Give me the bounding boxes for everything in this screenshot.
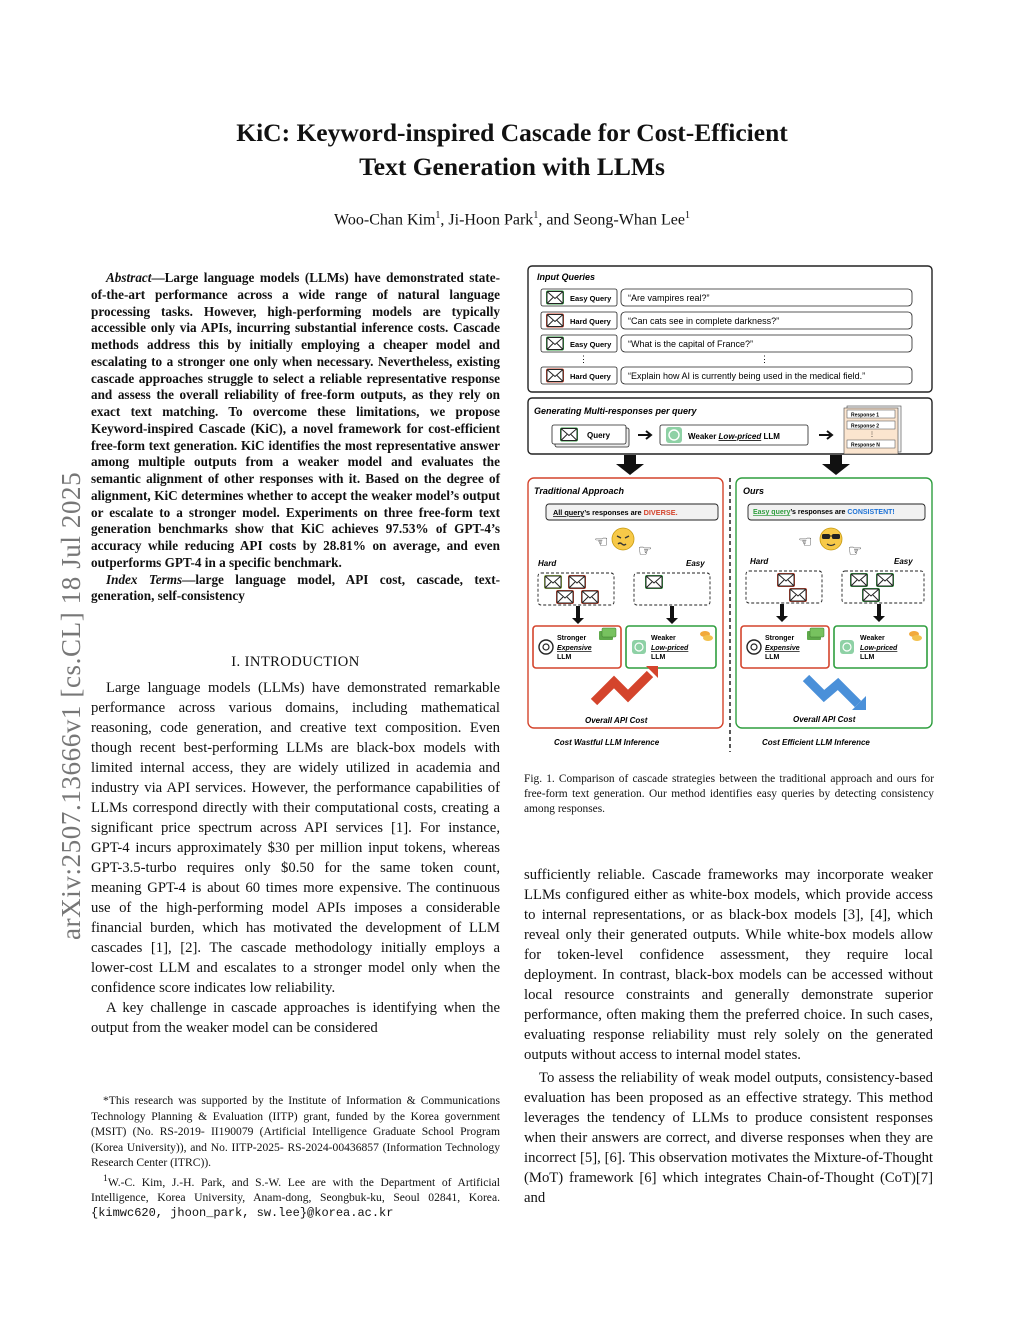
ours-footer: Cost Efficient LLM Inference	[762, 738, 870, 747]
author-1-affil: 1	[435, 210, 441, 221]
arxiv-identifier	[22, 380, 86, 940]
weaker-llm-label: Weaker Low-priced LLM	[688, 432, 780, 441]
query-tag: Hard Query	[570, 372, 611, 381]
footnote-affiliation-text: W.-C. Kim, J.-H. Park, and S.-W. Lee are with the Department of Artificial Intelligence, Korea University, Anam-dong, Seongbuk-ku, Seoul 02841, Korea.	[91, 1175, 500, 1204]
response-item: Response 2	[851, 423, 880, 430]
index-terms-text: large language model, API cost, cascade, text-generation, self-consistency	[91, 571, 500, 604]
query-tag: Hard Query	[570, 317, 611, 326]
author-list	[150, 210, 874, 229]
openai-icon	[666, 427, 682, 443]
vertical-ellipsis: ⋮	[760, 354, 769, 364]
intro-body	[91, 678, 500, 1038]
input-queries-title: Input Queries	[537, 272, 596, 282]
figure-1	[524, 262, 936, 756]
traditional-cost-label: Overall API Cost	[585, 716, 648, 725]
author-sep: ,	[440, 211, 449, 229]
stronger-llm-line-3: LLM	[557, 654, 572, 661]
intro-paragraph-1: Large language models (LLMs) have demonstrated remarkable performance across various domains, including mathematical reasoning, code generation, and creative text composition. Even though recent best-performing LLMs are black-box models with limited internal access, they are widely utilized in academia and industry via API services. However, the performance capabilities of LLMs correspond directly with their computational costs, creating a significant price spectrum across API services [1]. For instance, GPT-4 incurs approximately $30 per million input tokens, whereas GPT-3.5-turbo requires only $0.50 for the same token count, meaning GPT-4 is about 60 times more expensive. The continuous use of the high-performing model APIs imposes a considerable financial burden, which has motivated the development of LLM cascades [1], [2]. The cascade methodology initially employs a lower-cost LLM and escalates to a stronger model only when the confidence score indicates low reliability.	[91, 680, 500, 996]
query-text: “What is the capital of France?”	[628, 339, 754, 349]
query-box-label: Query	[587, 431, 611, 440]
hand-point-right-icon: ☞	[638, 543, 653, 560]
response-item: ⋮	[869, 432, 875, 438]
openai-icon	[632, 640, 646, 654]
response-item: Response N	[851, 442, 880, 449]
weaker-llm-line-1: Weaker	[860, 635, 885, 642]
right-column-body	[524, 865, 933, 1208]
query-text: “Explain how AI is currently being used in the medical field.”	[628, 371, 866, 381]
traditional-banner-text: All query’s responses are DIVERSE.	[553, 508, 678, 517]
abstract-label: Abstract	[106, 270, 152, 285]
author-3-affil: 1	[684, 210, 690, 221]
weaker-llm-line-2: Low-priced	[860, 645, 898, 652]
query-row	[541, 289, 912, 306]
footnote-emails: {kimwc620, jhoon_park, sw.lee}@korea.ac.kr	[91, 1206, 394, 1221]
query-row	[541, 367, 912, 384]
generating-title: Generating Multi-responses per query	[534, 406, 697, 416]
abstract-dash: —	[151, 270, 165, 285]
cool-face-icon	[820, 528, 842, 550]
query-text: “Are vampires real?”	[628, 293, 710, 303]
stronger-llm-line-3: LLM	[765, 654, 780, 661]
weaker-llm-line-3: LLM	[860, 654, 875, 661]
ours-title: Ours	[743, 486, 765, 496]
index-terms-label: Index Terms	[106, 571, 183, 587]
figure-caption: Fig. 1. Comparison of cascade strategies between the traditional approach and ours for free-form text generation. Our method identifies easy queries by detecting consistency among responses.	[524, 773, 934, 815]
easy-label: Easy	[894, 557, 913, 566]
hand-point-left-icon: ☜	[594, 534, 609, 551]
paper-title	[150, 116, 874, 184]
stronger-llm-line-1: Stronger	[557, 635, 587, 642]
hard-label: Hard	[750, 557, 769, 566]
author-2: Ji-Hoon Park	[448, 211, 534, 229]
confused-face-icon	[612, 528, 634, 550]
weaker-llm-line-3: LLM	[651, 654, 666, 661]
traditional-title: Traditional Approach	[534, 486, 625, 496]
stronger-llm-line-2: Expensive	[557, 645, 592, 652]
section-heading-introduction: I. INTRODUCTION	[231, 654, 360, 670]
query-tag: Easy Query	[570, 294, 612, 303]
arrow-down-icon	[822, 455, 850, 475]
easy-label: Easy	[686, 559, 705, 568]
stronger-llm-line-1: Stronger	[765, 635, 795, 642]
query-text: “Can cats see in complete darkness?”	[628, 316, 780, 326]
weaker-llm-line-2: Low-priced	[651, 645, 689, 652]
hard-label: Hard	[538, 559, 557, 568]
right-paragraph-2: To assess the reliability of weak model outputs, consistency-based evaluation has been proposed as an effective strategy. This method leverages the tendency of LLMs to produce consistent responses when their answers are correct, and diverse responses when they are incorrect [5], [6]. This observation motivates the Mixture-of-Thought (MoT) framework [6] which integrates Chain-of-Thought (CoT)[7] and	[524, 1070, 933, 1206]
stronger-llm-line-2: Expensive	[765, 645, 800, 652]
intro-paragraph-2: A key challenge in cascade approaches is identifying when the output from the weaker model can be considered	[91, 1000, 500, 1036]
traditional-footer: Cost Wastful LLM Inference	[554, 738, 660, 747]
abstract	[91, 270, 500, 605]
query-row	[541, 312, 912, 329]
arxiv-id-text: arXiv:2507.13666v1 [cs.CL] 18 Jul 2025	[56, 471, 86, 940]
response-item: Response 1	[851, 412, 880, 419]
author-1: Woo-Chan Kim	[334, 211, 436, 229]
right-paragraph-1: sufficiently reliable. Cascade frameworks may incorporate weaker LLMs configured either as white-box models, which provide access to internal representations, or as black-box models [3], [4], which reveal only their generated outputs. While white-box models allow for token-level confidence assessment, they require local deployment. In contrast, black-box models can be accessed without local resource constraints and generally demonstrate superior performance, often making them the preferred choice. In such cases, evaluating response reliability must rely solely on the generated outputs without access to internal model states.	[524, 867, 933, 1063]
abstract-text: Large language models (LLMs) have demonstrated state-of-the-art performance across a wide range of natural language processing tasks. However, high-performing models are typically accessible only via APIs, incurring substantial inference costs. Cascade methods address this by initially employing a cheaper model and escalating to a stronger one only when necessary. Nevertheless, existing cascade approaches struggle to select a reliable representative response and assess the overall reliability of free-form outputs, as they rely on exact text matching. To overcome these limitations, we propose Keyword-inspired Cascade (KiC), a novel framework for cost-efficient free-form text generation. KiC identifies the most representative answer among multiple outputs from a weaker model and evaluates the semantic alignment of other responses with it. Based on the degree of alignment, KiC determines whether to accept the weaker model’s output or escalate to a stronger model. Experiments on three free-form text generation benchmarks show that KiC achieves 97.53% of GPT-4’s accuracy while reducing API costs by 28.81% on average, and even outperforms GPT-4 in a specific benchmark.	[91, 270, 500, 570]
footnote-affiliation	[91, 1171, 500, 1222]
ours-banner-text: Easy query’s responses are CONSISTENT!	[753, 509, 895, 516]
openai-icon	[840, 640, 854, 654]
index-dash: —	[182, 571, 196, 587]
author-sep: , and	[538, 211, 574, 229]
author-3: Seong-Whan Lee	[573, 211, 685, 229]
footnote-mark: 1	[103, 1172, 108, 1184]
arrow-down-icon	[616, 455, 644, 475]
hand-point-left-icon: ☜	[798, 534, 813, 551]
weaker-llm-line-1: Weaker	[651, 635, 676, 642]
vertical-ellipsis: ⋮	[579, 354, 588, 364]
hand-point-right-icon: ☞	[848, 543, 863, 560]
footnotes	[91, 1093, 500, 1222]
title-line-1: KiC: Keyword-inspired Cascade for Cost-Efficient	[236, 118, 788, 147]
response-stack	[844, 406, 901, 454]
query-row	[541, 335, 912, 352]
ours-cost-label: Overall API Cost	[793, 715, 856, 724]
footnote-funding: *This research was supported by the Institute of Information & Communications Technology Planning & Evaluation (IITP) grant, funded by the Korea government (MSIT) (No. RS-2019- II190079 (Artificial Intelligence Graduate School Program (Korea University)), and No. IITP-2025- RS-2024-00436857 (Information Technology Research Center (ITRC)).	[91, 1094, 500, 1169]
query-tag: Easy Query	[570, 340, 612, 349]
title-line-2: Text Generation with LLMs	[359, 152, 665, 181]
author-2-affil: 1	[533, 210, 539, 221]
